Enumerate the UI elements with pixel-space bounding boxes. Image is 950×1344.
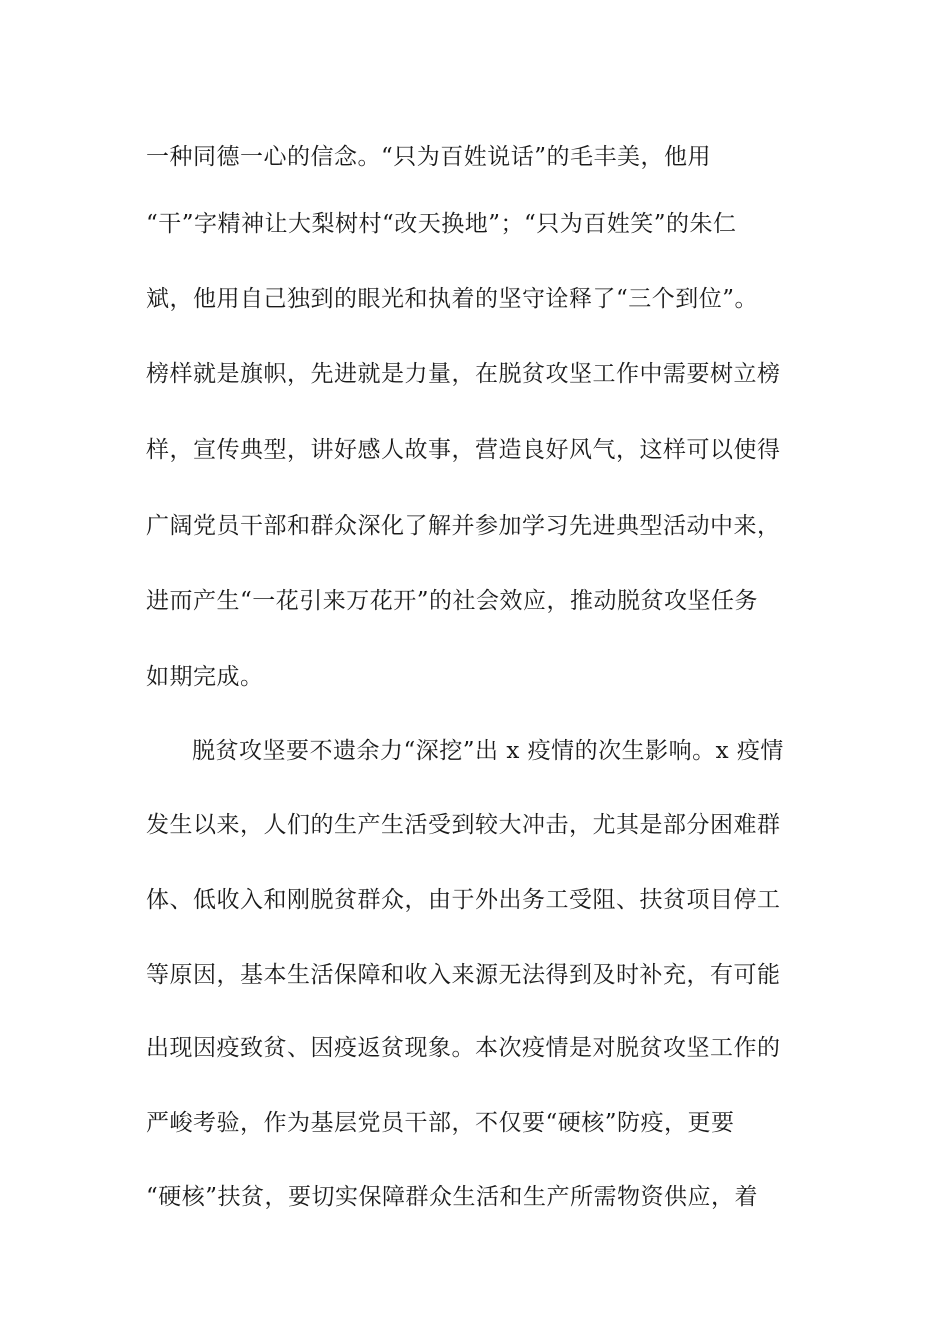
text-line: 如期完成。: [146, 664, 264, 690]
text-line: “干”字精神让大梨树村“改天换地”；“只为百姓笑”的朱仁: [146, 211, 737, 237]
text-line: 等原因，基本生活保障和收入来源无法得到及时补充，有可能: [146, 962, 781, 988]
text-line: 样，宣传典型，讲好感人故事，营造良好风气，这样可以使得: [146, 437, 781, 463]
text-line: 出现因疫致贫、因疫返贫现象。本次疫情是对脱贫攻坚工作的: [146, 1035, 781, 1061]
text-line: 一种同德一心的信念。“只为百姓说话”的毛丰美，他用: [146, 144, 712, 170]
text-line: “硬核”扶贫，要切实保障群众生活和生产所需物资供应，着: [146, 1184, 759, 1210]
text-line: 发生以来，人们的生产生活受到较大冲击，尤其是部分困难群: [146, 812, 781, 838]
paragraph-first-line: 脱贫攻坚要不遗余力“深挖”出 x 疫情的次生影响。x 疫情: [192, 738, 784, 764]
text-line: 斌，他用自己独到的眼光和执着的坚守诠释了“三个到位”。: [146, 286, 759, 312]
text-line: 广阔党员干部和群众深化了解并参加学习先进典型活动中来，: [146, 513, 781, 539]
text-line: 体、低收入和刚脱贫群众，由于外出务工受阻、扶贫项目停工: [146, 887, 781, 913]
text-line: 进而产生“一花引来万花开”的社会效应，推动脱贫攻坚任务: [146, 588, 759, 614]
text-line: 榜样就是旗帜，先进就是力量，在脱贫攻坚工作中需要树立榜: [146, 361, 781, 387]
text-line: 严峻考验，作为基层党员干部，不仅要“硬核”防疫，更要: [146, 1110, 735, 1136]
